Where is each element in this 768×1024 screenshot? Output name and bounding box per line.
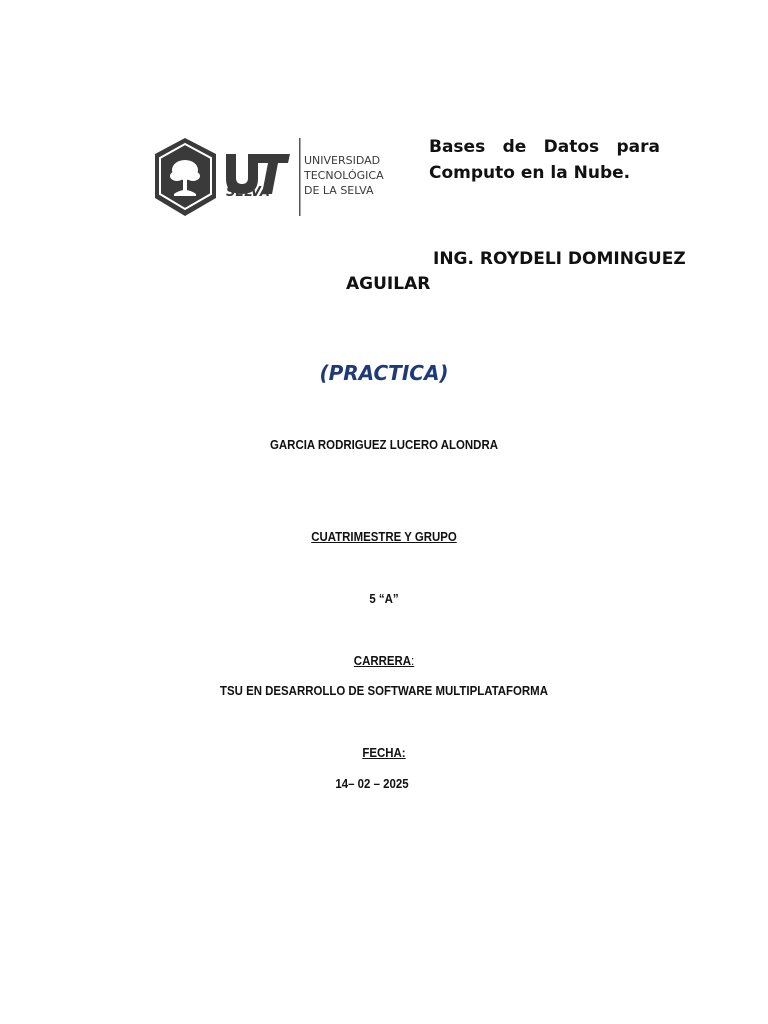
group-label: CUATRIMESTRE Y GRUPO — [311, 529, 457, 544]
logo-institution-line-2: TECNOLÓGICA — [304, 169, 384, 182]
university-logo — [152, 134, 402, 220]
document-type-label: (PRACTICA) — [319, 361, 449, 385]
date-value: 14– 02 – 2025 — [335, 776, 409, 791]
career-label-colon: : — [411, 653, 415, 668]
career-value: TSU EN DESARROLLO DE SOFTWARE MULTIPLATAFORMA — [220, 683, 548, 698]
logo-institution-line-3: DE LA SELVA — [304, 184, 374, 197]
logo-divider — [299, 138, 301, 216]
teacher-name-line-1: ING. ROYDELI DOMINGUEZ — [433, 249, 686, 269]
course-title — [429, 134, 660, 186]
teacher-name-line-2: AGUILAR — [346, 274, 431, 294]
career-label: CARRERA — [353, 653, 412, 668]
student-name: GARCIA RODRIGUEZ LUCERO ALONDRA — [270, 437, 498, 452]
logo-mark-subtext: SELVA — [226, 185, 270, 200]
logo-institution-line-1: UNIVERSIDAD — [304, 154, 381, 167]
career-label-row — [46, 653, 722, 668]
ut-selva-logo-icon — [152, 134, 402, 220]
course-title-line-1: Bases de Datos para — [429, 137, 660, 157]
group-value: 5 “A” — [369, 591, 399, 606]
date-label: FECHA: — [362, 745, 406, 760]
course-title-line-2: Computo en la Nube. — [429, 163, 631, 183]
